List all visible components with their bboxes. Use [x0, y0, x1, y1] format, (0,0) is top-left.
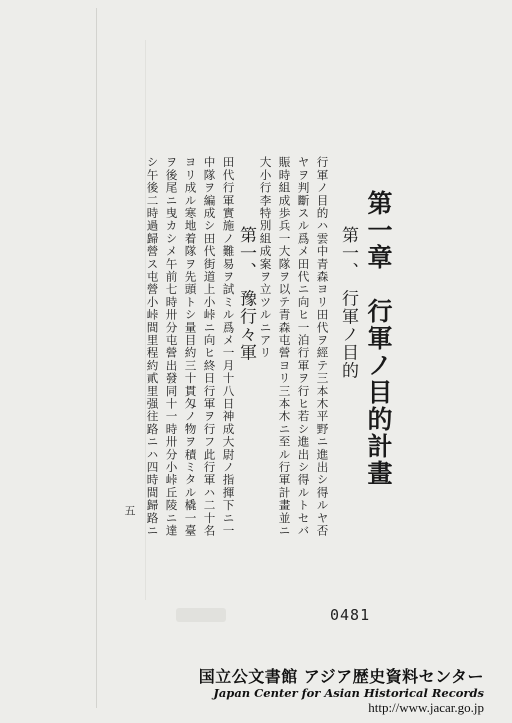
- section-heading-preliminary-march: 第一、 豫行々軍: [236, 226, 256, 362]
- page-number: 五: [123, 505, 136, 516]
- body-column: 田代行軍實施ノ難易ヲ試ミル爲メ一月十八日神成大尉ノ指揮下ニ一: [221, 156, 236, 537]
- body-column: シ午後二時過歸營ス屯營小峠間里程約貳里强往路ニハ四時間歸路ニ: [145, 156, 160, 537]
- faint-stamp-mark: [176, 608, 226, 622]
- section-heading-purpose: 第一、 行軍ノ目的: [338, 226, 358, 380]
- chapter-title: 第一章 行軍ノ目的計畫: [364, 190, 393, 487]
- archive-footer: [164, 668, 484, 716]
- body-column: 賑時組成歩兵一大隊ヲ以テ青森屯營ヨリ三本木ニ至ル行軍計畫並ニ: [277, 156, 292, 537]
- body-column: 大小行李特別組成案ヲ立ツルニアリ: [258, 156, 273, 360]
- body-column: ヨリ成ル寒地着隊ヲ先頭トシ量目約三十貫匁ノ物ヲ積ミタル橇一臺: [183, 156, 198, 537]
- paper-edge-line: [96, 8, 97, 708]
- archive-stamp-number: 0481: [330, 606, 371, 624]
- body-column: 行軍ノ目的ハ雲中青森ヨリ田代ヲ經テ三本木平野ニ進出シ得ルヤ否: [315, 156, 330, 537]
- body-column: ヲ後尾ニ曳カシメ午前七時卅分屯營出發同十一時卅分小峠丘陵ニ達: [164, 156, 179, 537]
- archive-org-english: Japan Center for Asian Historical Records: [213, 686, 484, 700]
- archive-org-japanese: 国立公文書館 アジア歴史資料センター: [198, 667, 484, 686]
- body-column: ヤヲ判斷スル爲メ田代ニ向ヒ一泊行軍ヲ行ヒ若シ進出シ得ルトセバ: [296, 156, 311, 537]
- body-column: 中隊ヲ編成シ田代街道上小峠ニ向ヒ終日行軍ヲ行フ此行軍ハ二十名: [202, 156, 217, 537]
- archive-url[interactable]: http://www.jacar.go.jp: [368, 700, 484, 715]
